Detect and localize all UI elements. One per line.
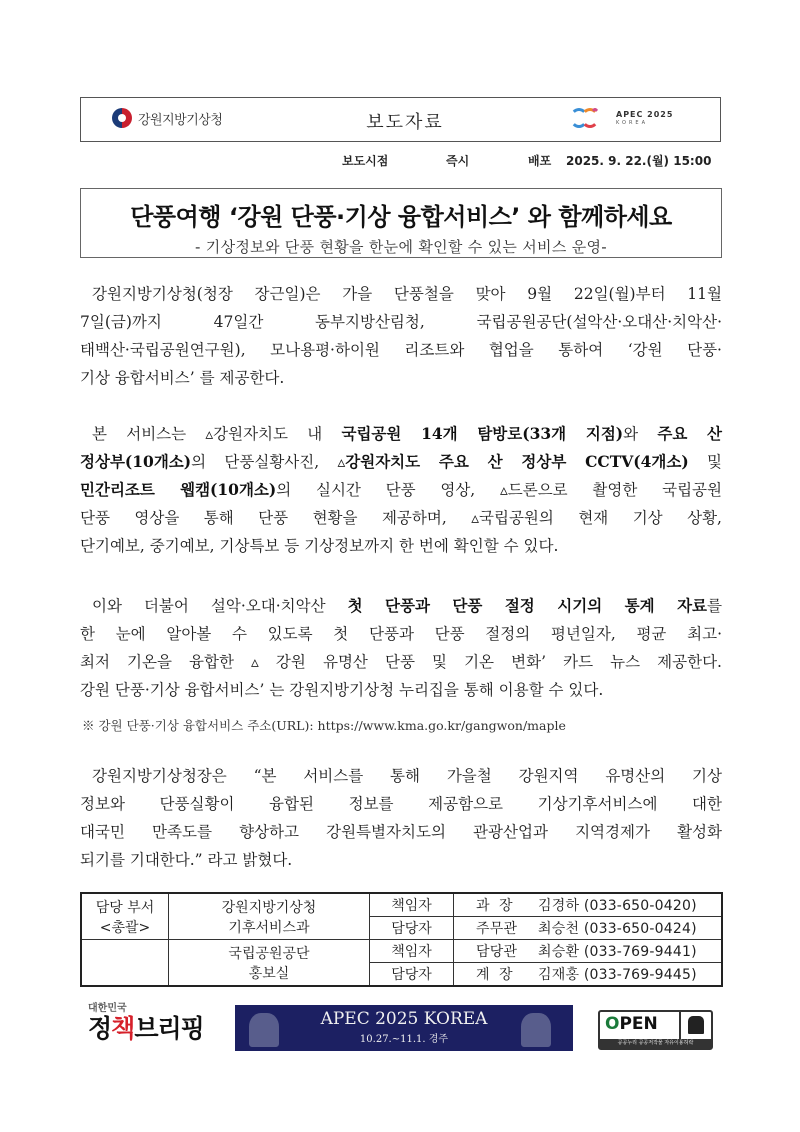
person-phone: (033-769-9445) — [583, 967, 697, 983]
role-cell: 책임자 — [370, 893, 454, 917]
paragraph-line: 단풍 영상을 통해 단풍 현황을 제공하며, ▵국립공원의 현재 기상 상황, — [80, 509, 722, 527]
bold-run: 민간리조트 웹캠(10개소) — [80, 480, 277, 499]
apec-logo-line2: KOREA — [616, 120, 648, 126]
person-name: 최승천 — [538, 921, 580, 937]
bold-run: 국립공원 14개 탐방로(33개 지점) — [341, 424, 624, 443]
person-phone: (033-650-0420) — [583, 898, 697, 914]
person-title: 계 장 — [476, 967, 513, 983]
open-label — [605, 1014, 658, 1034]
person-title: 담당관 — [476, 944, 518, 960]
paragraph-line: 강원지방기상청장은 “본 서비스를 통해 가을철 강원지역 유명산의 기상 — [92, 767, 722, 785]
paragraph-line: 최저 기온을 융합한 ▵ 강원 유명산 단풍 및 기온 변화’ 카드 뉴스 제공한다. — [80, 653, 722, 671]
paragraph-line: 강원지방기상청(청장 장근일)은 가을 단풍철을 맞아 9월 22일(월)부터 11월 — [92, 285, 722, 303]
headline: 단풍여행 ‘강원 단풍·기상 융합서비스’ 와 함께하세요 — [130, 203, 672, 231]
release-label: 보도시점 — [342, 154, 389, 168]
person-name: 최승환 — [538, 944, 580, 960]
empty-cell — [81, 940, 169, 987]
org-name: 강원지방기상청 — [221, 899, 317, 916]
apec-banner — [235, 1005, 573, 1051]
paragraph-line — [80, 448, 722, 476]
text-run: 본 서비스는 ▵강원자치도 내 — [92, 425, 342, 443]
text-run: 와 — [623, 425, 658, 443]
paragraph-4 — [80, 762, 722, 874]
kma-logo — [112, 108, 222, 128]
dept-sublabel: <총괄> — [99, 919, 151, 936]
subheadline: - 기상정보와 단풍 현황을 한눈에 확인할 수 있는 서비스 운영- — [195, 238, 607, 256]
title-box — [80, 188, 722, 258]
bold-run: 강원자치도 주요 산 정상부 CCTV(4개소) — [345, 452, 689, 471]
role-cell: 담당자 — [370, 917, 454, 940]
kogl-open-badge — [598, 1010, 713, 1050]
person-phone: (033-650-0424) — [583, 921, 697, 937]
org-cell — [169, 893, 370, 940]
apec-logo-line1: APEC 2025 — [616, 110, 674, 119]
person-title: 주무관 — [476, 921, 518, 937]
dept-header-cell — [81, 893, 169, 940]
text-run: 이와 더불어 설악·오대·치악산 — [92, 597, 348, 615]
person-name: 김경하 — [538, 898, 580, 914]
policy-briefing-red: 책 — [111, 1014, 135, 1043]
distribution-value: 2025. 9. 22.(월) 15:00 — [566, 154, 712, 168]
text-run: 의 실시간 단풍 영상, ▵드론으로 촬영한 국립공원 — [276, 481, 722, 499]
person-phone: (033-769-9441) — [583, 944, 697, 960]
apec-banner-dates: 10.27.~11.1. 경주 — [359, 1034, 449, 1045]
paragraph-2 — [80, 420, 722, 560]
paragraph-line: 대국민 만족도를 향상하고 강원특별자치도의 관광산업과 지역경제가 활성화 — [80, 823, 722, 841]
contact-table — [80, 892, 723, 987]
open-rest: PEN — [619, 1014, 658, 1034]
apec-mark-icon — [570, 106, 610, 130]
policy-briefing-logo — [88, 1003, 204, 1043]
attribution-person-icon — [688, 1016, 704, 1034]
paragraph-line: 단기예보, 중기예보, 기상특보 등 기상정보까지 한 번에 확인할 수 있다. — [80, 537, 559, 555]
org-unit: 홍보실 — [248, 965, 290, 982]
table-row — [81, 940, 722, 963]
person-cell — [454, 940, 723, 963]
bold-run: 주요 산 — [657, 424, 722, 443]
org-unit: 기후서비스과 — [228, 919, 310, 936]
role-cell: 책임자 — [370, 940, 454, 963]
text-run: 를 — [707, 597, 722, 615]
paragraph-line: 7일(금)까지 47일간 동부지방산림청, 국립공원공단(설악산·오대산·치악산· — [80, 313, 722, 331]
person-name: 김재홍 — [538, 967, 580, 983]
policy-briefing-text — [88, 1015, 204, 1043]
paragraph-line: 태백산·국립공원연구원), 모나용평·하이원 리조트와 협업을 통하여 ‘강원 단풍· — [80, 341, 722, 359]
apec-logo — [570, 106, 673, 130]
decoration-right-icon — [521, 1013, 551, 1047]
paragraph-line — [80, 476, 722, 504]
role-cell: 담당자 — [370, 963, 454, 987]
bold-run: 정상부(10개소) — [80, 452, 192, 471]
policy-briefing-suffix: 브리핑 — [134, 1014, 204, 1043]
apec-banner-title: APEC 2025 KOREA — [320, 1009, 488, 1029]
text-run: 의 단풍실황사진, ▵ — [191, 453, 346, 471]
decoration-left-icon — [249, 1013, 279, 1047]
table-row — [81, 893, 722, 917]
paragraph-line: 되기를 기대한다.” 라고 밝혔다. — [80, 851, 293, 869]
service-url-note: ※ 강원 단풍·기상 융합서비스 주소(URL): https://www.kma.go.kr/gangwon/maple — [82, 718, 566, 733]
release-info — [342, 152, 711, 169]
org-cell — [169, 940, 370, 987]
paragraph-line: 기상 융합서비스’ 를 제공한다. — [80, 369, 285, 387]
person-title: 과 장 — [476, 898, 513, 914]
paragraph-line: 한 눈에 알아볼 수 있도록 첫 단풍과 단풍 절정의 평년일자, 평균 최고· — [80, 625, 722, 643]
open-o: O — [605, 1014, 620, 1034]
paragraph-1 — [80, 280, 722, 392]
paragraph-line: 정보와 단풍실황이 융합된 정보를 제공함으로 기상기후서비스에 대한 — [80, 795, 722, 813]
person-cell — [454, 893, 723, 917]
taegeuk-emblem-icon — [112, 108, 132, 128]
paragraph-line: 강원 단풍·기상 융합서비스’ 는 강원지방기상청 누리집을 통해 이용할 수 있다. — [80, 681, 604, 699]
person-cell — [454, 917, 723, 940]
policy-briefing-small: 대한민국 — [88, 1003, 127, 1014]
kogl-bar-text: 공공누리 공공저작물 자유이용허락 — [600, 1039, 711, 1048]
release-value: 즉시 — [446, 154, 470, 168]
agency-name: 강원지방기상청 — [138, 112, 223, 128]
bold-run: 첫 단풍과 단풍 절정 시기의 통계 자료 — [347, 596, 708, 615]
distribution-label: 배포 — [528, 154, 552, 168]
dept-label: 담당 부서 — [95, 899, 155, 916]
paragraph-line — [80, 420, 722, 448]
badge-divider — [679, 1012, 681, 1040]
policy-briefing-prefix: 정 — [88, 1014, 112, 1043]
paragraph-3 — [80, 592, 722, 704]
person-cell — [454, 963, 723, 987]
org-name: 국립공원공단 — [228, 945, 310, 962]
text-run: 및 — [688, 453, 723, 471]
paragraph-line — [80, 592, 722, 620]
doc-type-title: 보도자료 — [366, 112, 444, 133]
